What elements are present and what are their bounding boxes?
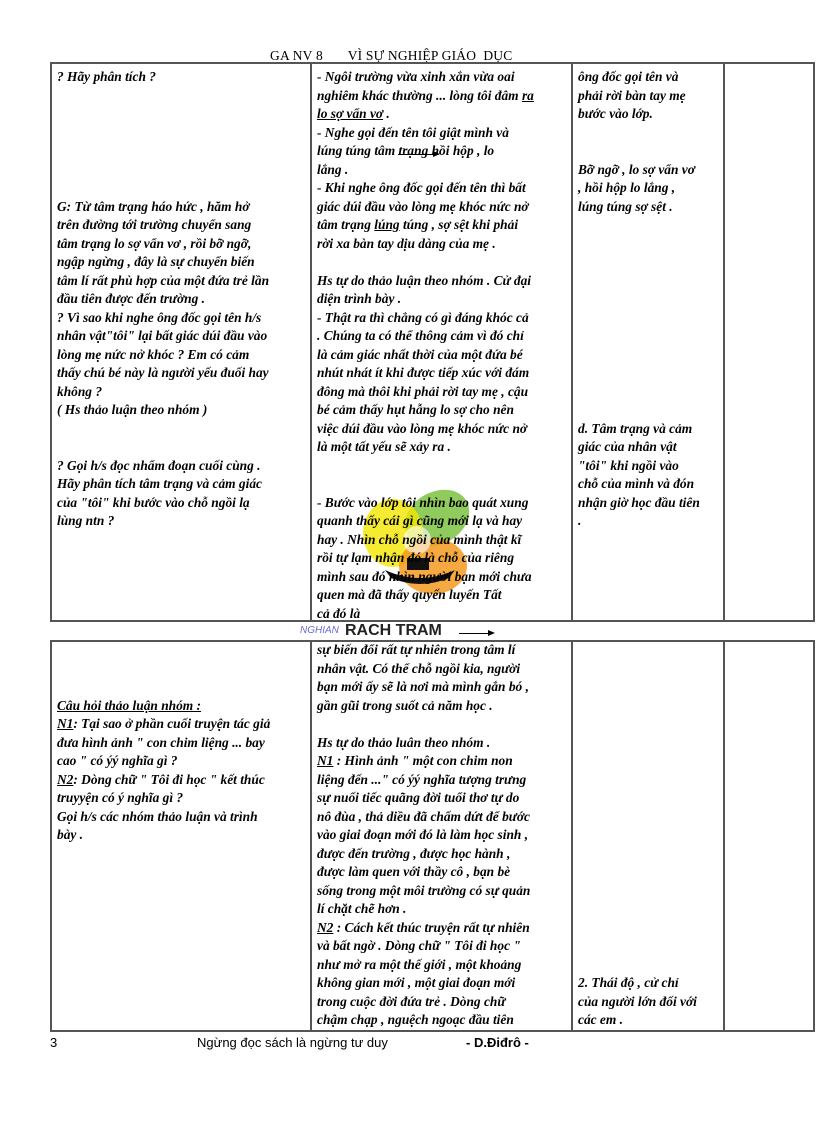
text-line: nhân vật"tôi" lại bất giác dúi đầu vào: [57, 328, 268, 343]
text-line: giác dúi đầu vào lòng mẹ khóc nức nở: [317, 198, 529, 214]
text-line: truyyện có ý nghĩa gì ?: [57, 790, 184, 805]
text-line: lắng .: [317, 161, 349, 177]
student-activity-column: [312, 64, 573, 620]
text-line: sự nuối tiếc quãng đời tuổi thơ tự do: [317, 790, 520, 805]
text-line: [578, 845, 721, 864]
text-line: [57, 124, 308, 143]
watermark-text: RACH TRAM: [345, 622, 442, 639]
text-line: quanh thấy cái gì cũng mới lạ và hay: [317, 513, 523, 528]
text-line: .: [578, 513, 582, 528]
text-line: Gọi h/s các nhóm thảo luận và trình: [57, 808, 258, 824]
text-line: đưa hình ảnh " con chim liệng ... bay: [57, 734, 265, 750]
text-line: [578, 863, 721, 882]
underlined-text: ra: [521, 87, 534, 103]
text-line: mình sau đó nhìn người bạn mới chưa: [317, 568, 532, 584]
text-line: đông mà thôi khi phải rời tay mẹ , cậu: [317, 383, 529, 399]
text-line: [578, 142, 721, 161]
text-line: chỗ của mình và đón: [578, 476, 695, 491]
notes-column: [725, 64, 815, 620]
text-line: liệng đến ..." có ýý nghĩa tượng trưng: [317, 771, 527, 787]
text-segment: : Tại sao ở phần cuối truyện tác giả: [73, 716, 271, 731]
text-line: [57, 641, 308, 660]
text-line: của người lớn đối với: [578, 993, 697, 1009]
arrow-icon: [459, 633, 493, 634]
text-line: và bất ngờ . Dòng chữ " Tôi đi học ": [317, 938, 521, 953]
text-line: , hồi hộp lo lắng ,: [578, 180, 676, 195]
text-line: [317, 752, 569, 771]
text-line: bạn mới ấy sẽ là nơi mà mình gắn bó ,: [317, 679, 529, 694]
text-line: - Thật ra thì chẳng có gì đáng khóc cả: [317, 309, 529, 325]
text-line: [578, 216, 721, 235]
text-line: gần gũi trong suốt cả năm học .: [317, 697, 493, 713]
text-line: [57, 660, 308, 679]
text-line: [57, 420, 308, 439]
text-line: [578, 808, 721, 827]
notes-column: [725, 642, 815, 1030]
text-line: [578, 253, 721, 272]
text-line: phải rời bàn tay mẹ: [578, 87, 686, 103]
text-line: nhân vật. Có thể chỗ ngồi kia, người: [317, 660, 521, 676]
text-line: bước vào lớp.: [578, 106, 653, 121]
footer-quote: Ngừng đọc sách là ngừng tư duy: [197, 1035, 388, 1050]
text-line: ? Gọi h/s đọc nhẩm đoạn cuối cùng .: [57, 457, 261, 473]
text-line: vào giai đoạn mới đó là làm học sinh ,: [317, 827, 529, 842]
text-line: [578, 641, 721, 660]
text-line: [578, 734, 721, 753]
text-line: trong cuộc đời đứa trẻ . Dòng chữ: [317, 993, 506, 1009]
text-line: chậm chạp , nguệch ngoạc đầu tiên: [317, 1012, 514, 1027]
text-line: diện trình bày .: [317, 291, 402, 306]
text-line: [57, 678, 308, 697]
text-line: Bỡ ngỡ , lo sợ vẩn vơ: [578, 161, 695, 177]
text-line: [578, 826, 721, 845]
text-line: thấy chú bé này là người yếu đuối hay: [57, 365, 269, 380]
text-line: rời xa bàn tay dịu dàng của mẹ .: [317, 235, 496, 251]
student-activity-column: [312, 642, 573, 1030]
text-line: là một tất yếu sẽ xảy ra .: [317, 439, 451, 454]
text-line: "tôi" khi ngồi vào: [578, 457, 679, 473]
text-line: [317, 216, 569, 235]
text-line: ? Vì sao khi nghe ông đốc gọi tên h/s: [57, 309, 262, 325]
text-line: [57, 715, 308, 734]
text-line: [578, 789, 721, 808]
text-line: [57, 87, 308, 106]
text-line: được làm quen với thầy cô , bạn bè: [317, 864, 511, 879]
text-line: giác của nhân vật: [578, 439, 677, 454]
text-line: là cảm giác nhất thời của một đứa bé: [317, 346, 523, 362]
text-line: bày .: [57, 827, 84, 842]
watermark-subtext: NGHIAN: [300, 625, 339, 636]
text-segment: tâm trạng: [317, 217, 375, 232]
text-line: [57, 142, 308, 161]
page-number: 3: [50, 1035, 58, 1050]
text-line: G: Từ tâm trạng háo hức , hăm hở: [57, 198, 250, 214]
text-line: ? Hãy phân tích ?: [57, 69, 156, 84]
text-line: của "tôi" khi bước vào chỗ ngồi lạ: [57, 494, 250, 510]
text-line: đầu tiên được đến trường .: [57, 291, 205, 306]
text-line: [578, 327, 721, 346]
text-line: [578, 401, 721, 420]
text-line: [578, 235, 721, 254]
text-line: [57, 438, 308, 457]
text-line: quen mà đã thấy quyến luyến Tất: [317, 587, 502, 602]
text-line: [57, 771, 308, 790]
text-line: [578, 882, 721, 901]
text-line: . Chúng ta có thể thông cảm vì đó chỉ: [317, 328, 524, 343]
lesson-table-2: [50, 640, 815, 1032]
text-line: nhút nhát ít khi được tiếp xúc với đám: [317, 365, 530, 380]
teacher-activity-column: [52, 642, 312, 1030]
text-line: tâm lí rất phù hợp của một đứa trẻ lần: [57, 272, 270, 288]
text-line: [578, 956, 721, 975]
text-line: lùng ntn ?: [57, 513, 115, 528]
text-line: - Ngôi trường vừa xinh xắn vừa oai: [317, 69, 515, 84]
text-line: [57, 179, 308, 198]
page-header: GA NV 8 VÌ SỰ NGHIỆP GIÁO DỤC: [270, 48, 513, 63]
text-line: lúng túng sợ sệt .: [578, 198, 673, 214]
text-line: lí chặt chẽ hơn .: [317, 901, 407, 916]
text-line: [578, 771, 721, 790]
lesson-table-1: [50, 62, 815, 622]
text-line: ngập ngừng , đây là sự chuyển biến: [57, 254, 255, 269]
text-line: d. Tâm trạng và cảm: [578, 420, 693, 436]
text-segment: túng , sợ sệt khi phải: [399, 217, 519, 232]
text-line: rồi tự lạm nhận đó là chỗ của riêng: [317, 550, 515, 565]
text-line: ông đốc gọi tên và: [578, 69, 679, 84]
text-line: Hs tự do thảo luân theo nhóm .: [317, 734, 491, 750]
text-line: [317, 919, 569, 938]
text-line: [578, 364, 721, 383]
text-line: [578, 272, 721, 291]
text-line: tâm trạng lo sợ vẩn vơ , rồi bỡ ngỡ,: [57, 235, 252, 251]
text-line: [578, 937, 721, 956]
text-line: [317, 87, 569, 106]
text-segment: nghiêm khác thường ... lòng tôi đâm: [317, 87, 522, 103]
text-line: cả đó là: [317, 605, 361, 621]
text-line: [578, 383, 721, 402]
text-line: [578, 752, 721, 771]
footer-author: - D.Điđrô -: [466, 1035, 529, 1050]
underlined-text: N1: [317, 753, 334, 768]
text-line: nô đùa , thả diều đã chấm dứt để bước: [317, 808, 530, 824]
text-line: [57, 105, 308, 124]
text-line: [578, 660, 721, 679]
underlined-text: N1: [57, 716, 74, 731]
content-column: [573, 642, 725, 1030]
content-column: [573, 64, 725, 620]
text-line: sự biến đổi rất tự nhiên trong tâm lí: [317, 642, 516, 657]
text-line: [57, 697, 308, 716]
text-line: bé cảm thấy hụt hẫng lo sợ cho nên: [317, 402, 514, 417]
text-line: không ?: [57, 383, 103, 399]
text-line: [578, 919, 721, 938]
text-line: được đến trường , được học hành ,: [317, 845, 511, 861]
text-line: hay . Nhìn chỗ ngồi của mình thật kĩ: [317, 531, 522, 547]
text-line: Hãy phân tích tâm trạng và cảm giác: [57, 476, 262, 491]
text-line: [578, 697, 721, 716]
text-line: [578, 715, 721, 734]
text-line: [578, 309, 721, 328]
text-line: sống trong một môi trường có sự quản: [317, 882, 531, 898]
text-line: [578, 346, 721, 365]
text-line: ( Hs thảo luận theo nhóm ): [57, 402, 208, 417]
text-line: [578, 290, 721, 309]
text-line: việc dúi đầu vào lòng mẹ khóc nức nở: [317, 420, 528, 436]
text-line: nhận giờ học đầu tiên: [578, 494, 700, 510]
text-line: lòng mẹ nức nở khóc ? Em có cảm: [57, 346, 250, 362]
text-line: [317, 715, 569, 734]
text-segment: : Dòng chữ " Tôi đi học " kết thúc: [73, 771, 265, 787]
underlined-text: N2: [317, 919, 334, 935]
text-line: trên đường tới trường chuyển sang: [57, 217, 252, 232]
text-segment: .: [383, 106, 390, 121]
text-line: [578, 678, 721, 697]
text-line: [578, 124, 721, 143]
text-line: không gian mới , một giai đoạn mới: [317, 975, 516, 990]
text-segment: : Hình ảnh " một con chim non: [333, 753, 513, 768]
teacher-activity-column: [52, 64, 312, 620]
underlined-text: N2: [57, 771, 74, 787]
text-line: các em .: [578, 1012, 623, 1027]
text-line: [317, 457, 569, 476]
text-line: cao " có ýý nghĩa gì ?: [57, 753, 178, 768]
underlined-text: Câu hỏi thảo luận nhóm :: [57, 697, 202, 713]
text-line: [57, 161, 308, 180]
text-line: 2. Thái độ , cử chỉ: [578, 975, 679, 990]
text-line: như mở ra một thế giới , một khoảng: [317, 956, 522, 972]
underlined-text: lo sợ vẩn vơ: [317, 106, 384, 121]
text-line: - Nghe gọi đến tên tôi giật mình và: [317, 124, 509, 140]
text-line: Hs tự do thảo luận theo nhóm . Cử đại: [317, 272, 531, 288]
text-line: - Khi nghe ông đốc gọi đến tên thì bất: [317, 180, 526, 195]
text-line: - Bước vào lớp tôi nhìn bao quát xung: [317, 494, 529, 510]
text-line: [317, 105, 569, 124]
text-line: lúng túng tâm trạng hồi hộp , lo: [317, 143, 495, 158]
underlined-text: lúng: [374, 217, 400, 232]
text-line: [317, 253, 569, 272]
text-segment: : Cách kết thúc truyện rất tự nhiên: [333, 919, 530, 935]
text-line: [578, 900, 721, 919]
text-line: [317, 475, 569, 494]
